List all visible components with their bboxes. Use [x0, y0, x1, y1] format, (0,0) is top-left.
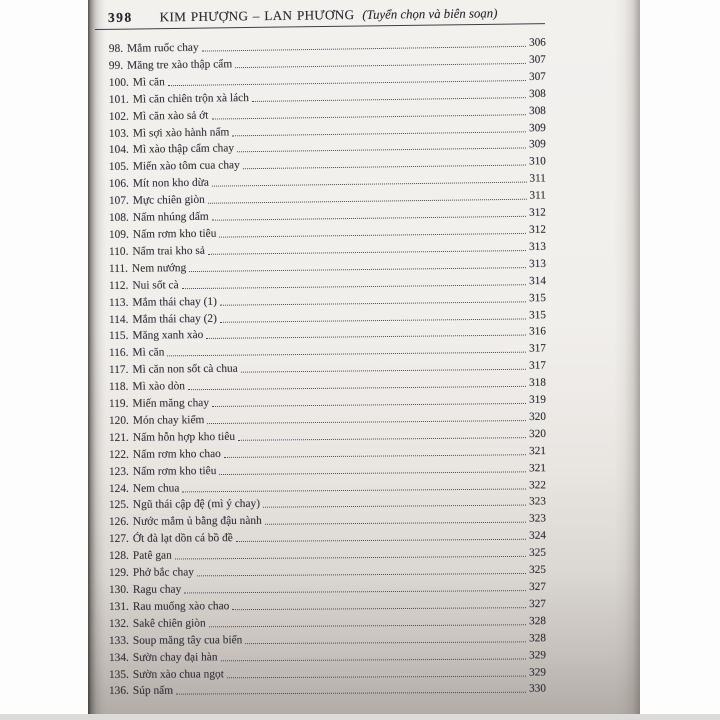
entry-page: 327	[529, 597, 546, 610]
entry-number: 104.	[108, 144, 129, 157]
entry-number: 130.	[108, 583, 129, 596]
leader-dots	[175, 556, 526, 560]
entry-number: 100.	[108, 76, 129, 89]
leader-dots	[220, 301, 526, 305]
entry-page: 309	[528, 138, 546, 151]
entry-title: Mắm ruốc chay	[127, 41, 199, 55]
leader-dots	[235, 63, 526, 68]
toc-row	[109, 680, 546, 699]
entry-page: 321	[529, 461, 546, 474]
leader-dots	[227, 675, 526, 678]
entry-title: Phở bắc chay	[132, 566, 194, 579]
leader-dots	[208, 250, 526, 255]
entry-page: 316	[529, 325, 546, 338]
entry-page: 323	[529, 512, 546, 525]
entry-number: 119.	[108, 397, 129, 410]
entry-number: 120.	[108, 414, 129, 427]
leader-dots	[220, 318, 526, 322]
entry-title: Mì xào dòn	[132, 380, 186, 393]
leader-dots	[245, 641, 526, 644]
entry-title: Mì căn chiên trộn xà lách	[132, 91, 249, 106]
entry-page: 319	[529, 393, 546, 406]
entry-number: 112.	[108, 279, 129, 292]
entry-title: Mắm thái chay (1)	[132, 295, 217, 309]
entry-page: 313	[529, 257, 546, 270]
entry-page: 321	[529, 444, 546, 457]
entry-title: Nấm hỗn hợp kho tiêu	[132, 430, 236, 444]
entry-page: 317	[529, 342, 546, 355]
leader-dots	[182, 284, 527, 289]
entry-page: 328	[529, 631, 546, 644]
entry-title: Nui sốt cà	[132, 278, 179, 292]
leader-dots	[212, 182, 527, 187]
entry-page: 320	[529, 410, 546, 423]
entry-page: 315	[529, 308, 546, 321]
entry-number: 134.	[108, 651, 129, 664]
toc-list	[108, 36, 546, 699]
entry-title: Nấm rơm kho tiêu	[132, 464, 217, 478]
toc-row	[109, 646, 546, 666]
toc-row	[109, 629, 546, 649]
entry-title: Mực chiên giòn	[132, 193, 205, 207]
leader-dots	[176, 692, 526, 695]
entry-title: Măng xanh xào	[132, 329, 204, 343]
entry-page: 323	[529, 495, 546, 508]
entry-title: Nấm rơm kho chao	[132, 447, 221, 461]
leader-dots	[236, 539, 526, 542]
entry-title: Mì căn xào sả ớt	[132, 109, 209, 123]
entry-page: 327	[529, 580, 546, 593]
entry-page: 311	[529, 189, 546, 202]
entry-title: Mắm thái chay (2)	[132, 312, 217, 326]
entry-number: 122.	[108, 448, 129, 461]
entry-page: 329	[529, 665, 546, 679]
leader-dots	[207, 420, 526, 424]
entry-number: 107.	[108, 194, 129, 208]
entry-number: 121.	[108, 431, 129, 444]
entry-page: 324	[529, 529, 546, 542]
entry-title: Mít non kho dừa	[132, 176, 210, 190]
leader-dots	[243, 165, 526, 170]
entry-page: 325	[529, 546, 546, 559]
entry-title: Mì căn non sốt cà chua	[132, 362, 238, 376]
entry-page: 308	[528, 87, 546, 100]
entry-title: Nấm trai kho sả	[132, 244, 205, 258]
entry-title: Patê gan	[132, 549, 172, 562]
leader-dots	[238, 437, 526, 441]
entry-title: Món chay kiểm	[132, 413, 205, 427]
leader-dots	[212, 403, 526, 407]
leader-dots	[209, 624, 527, 627]
entry-page: 320	[529, 427, 546, 440]
entry-page: 308	[528, 104, 546, 117]
entry-page: 311	[529, 172, 546, 185]
entry-number: 124.	[108, 482, 129, 495]
header-authors: KIM PHƯỢNG – LAN PHƯƠNG	[159, 6, 355, 25]
entry-number: 123.	[108, 465, 129, 478]
entry-title: Ragu chay	[132, 583, 182, 596]
entry-title: Mì sợi xào hành nấm	[132, 125, 230, 140]
entry-number: 128.	[108, 549, 129, 563]
entry-title: Nem chua	[132, 481, 180, 495]
leader-dots	[167, 352, 526, 357]
entry-number: 116.	[108, 347, 129, 360]
leader-dots	[211, 114, 526, 119]
entry-number: 113.	[108, 296, 129, 309]
entry-number: 110.	[108, 245, 129, 258]
entry-title: Ngũ thái cập đệ (mì ý chay)	[132, 498, 261, 512]
entry-title: Rau muống xào chao	[132, 599, 230, 613]
entry-number: 109.	[108, 228, 129, 241]
entry-number: 118.	[108, 380, 129, 394]
entry-page: 307	[528, 53, 546, 66]
entry-page: 328	[529, 614, 546, 627]
entry-page: 329	[529, 648, 546, 661]
entry-number: 127.	[108, 533, 129, 546]
leader-dots	[237, 148, 526, 153]
entry-title: Súp nấm	[132, 684, 174, 698]
entry-number: 114.	[108, 313, 129, 326]
entry-title: Nấm rơm kho tiêu	[132, 227, 217, 241]
entry-title: Nấm nhúng dấm	[132, 210, 209, 224]
entry-number: 106.	[108, 177, 129, 191]
leader-dots	[252, 97, 526, 102]
entry-number: 129.	[108, 566, 129, 580]
entry-page: 313	[529, 240, 546, 253]
entry-number: 101.	[108, 93, 129, 106]
leader-dots	[219, 471, 526, 475]
entry-number: 108.	[108, 211, 129, 224]
entry-page: 325	[529, 563, 546, 576]
entry-number: 131.	[108, 600, 129, 613]
entry-number: 98.	[108, 42, 124, 55]
leader-dots	[221, 658, 527, 661]
entry-number: 132.	[108, 617, 129, 630]
leader-dots	[212, 216, 526, 221]
leader-dots	[168, 80, 526, 86]
entry-page: 317	[529, 359, 546, 372]
entry-page: 318	[529, 376, 546, 389]
header-page-number: 398	[107, 9, 133, 26]
leader-dots	[224, 454, 526, 458]
entry-number: 103.	[108, 127, 129, 140]
entry-title: Ớt đà lạt dồn cá bồ đề	[132, 532, 233, 546]
entry-number: 99.	[108, 59, 124, 72]
entry-number: 126.	[108, 516, 129, 529]
entry-title: Miến măng chay	[132, 396, 210, 410]
entry-title: Sườn xào chua ngọt	[132, 667, 224, 681]
entry-number: 125.	[108, 499, 129, 512]
entry-title: Miến xào tôm cua chay	[132, 159, 240, 173]
entry-title: Sakê chiên giòn	[132, 617, 206, 630]
entry-title: Sườn chay đại hàn	[132, 650, 218, 664]
entry-title: Mì căn	[132, 75, 165, 89]
leader-dots	[197, 573, 526, 576]
leader-dots	[189, 267, 526, 272]
entry-number: 136.	[108, 685, 129, 698]
leader-dots	[263, 505, 526, 508]
leader-dots	[232, 607, 526, 610]
entry-number: 105.	[108, 160, 129, 174]
leader-dots	[241, 369, 526, 373]
entry-page: 306	[528, 36, 546, 49]
leader-dots	[265, 522, 526, 525]
leader-dots	[202, 46, 526, 52]
leader-dots	[219, 233, 526, 238]
entry-number: 117.	[108, 363, 129, 377]
header-subtitle: (Tuyển chọn và biên soạn)	[362, 6, 498, 22]
entry-page: 309	[528, 121, 546, 134]
entry-page: 312	[529, 223, 546, 236]
entry-page: 310	[528, 155, 546, 168]
entry-title: Măng tre xào thập cẩm	[127, 58, 233, 72]
entry-page: 322	[529, 478, 546, 491]
entry-title: Mì xào thập cẩm chay	[132, 142, 235, 157]
leader-dots	[184, 590, 526, 593]
entry-page: 315	[529, 291, 546, 304]
leader-dots	[208, 199, 527, 204]
entry-number: 135.	[108, 668, 129, 681]
leader-dots	[206, 335, 526, 339]
table-surface-strip	[0, 714, 720, 720]
entry-page: 330	[529, 682, 546, 696]
entry-title: Nước mắm ủ bằng đậu nành	[132, 515, 262, 529]
entry-page: 307	[528, 70, 546, 83]
entry-number: 111.	[108, 262, 129, 275]
book-page	[88, 0, 640, 714]
entry-title: Soup măng tây cua biển	[132, 633, 243, 647]
entry-number: 102.	[108, 110, 129, 123]
entry-page: 312	[529, 206, 546, 219]
entry-number: 115.	[108, 330, 129, 343]
entry-title: Nem nướng	[131, 261, 187, 275]
entry-title: Mì căn	[132, 346, 165, 359]
entry-page: 314	[529, 274, 546, 287]
leader-dots	[232, 131, 526, 136]
leader-dots	[188, 386, 526, 390]
entry-number: 133.	[108, 634, 129, 647]
leader-dots	[182, 488, 526, 492]
